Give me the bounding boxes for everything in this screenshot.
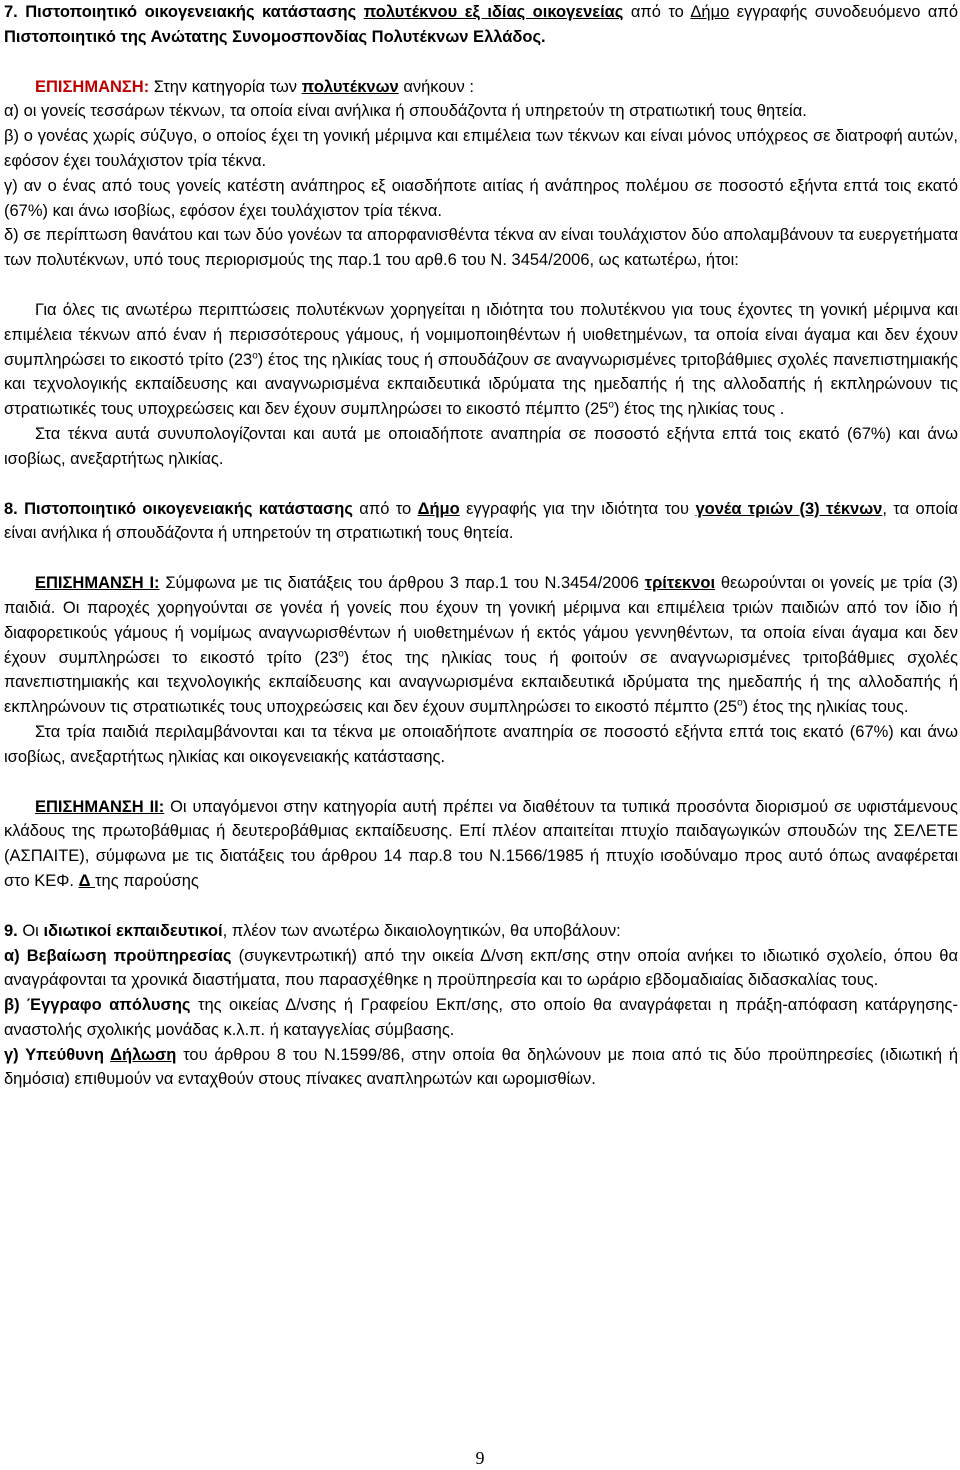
note-3-label: ΕΠΙΣΗΜΑΝΣΗ ΙΙ: [35,797,165,816]
note-1-label: ΕΠΙΣΗΜΑΝΣΗ: [35,77,150,96]
section-7-text: από το [623,3,691,21]
section-7-title: Πιστοποιητικό οικογενειακής κατάστασης [25,3,364,21]
section-8-number: 8. [4,499,25,518]
superscript: ο [608,399,614,411]
all-cases-paragraph [4,298,958,472]
section-8-text-3: , τα οποία είναι ανήλικα ή σπουδάζοντα ή υπηρετούν τη στρατιωτική τους θητεία. [4,499,958,543]
note-2-triteknoi: τρίτεκνοι [644,574,716,593]
all-cases-disability: Στα τέκνα αυτά συνυπολογίζονται και αυτά με οποιαδήποτε αναπηρία σε ποσοστό εξήντα επτά τοις εκατό (67%) και άνω ισοβίως, ανεξαρτήτως ηλικίας. [4,424,958,468]
section-8-three-children: γονέα τριών (3) τέκνων [695,499,883,518]
note-2-text-4: ) έτος της ηλικίας τους. [742,698,909,717]
note-1-text: Στην κατηγορία των [149,77,302,96]
section-8-title: Πιστοποιητικό οικογενειακής κατάστασης [24,499,353,518]
section-8-text: από το [352,499,418,518]
section-8-text-2: εγγραφής για την ιδιότητα του [459,499,696,518]
page-number: 9 [475,1448,485,1468]
spacer [4,770,958,795]
note-polyteknoi [4,75,958,273]
note-2-text: Σύμφωνα με τις διατάξεις του άρθρου 3 παρ.1 του Ν.3454/2006 [159,574,645,593]
all-cases-text-1: Για όλες τις ανωτέρω περιπτώσεις πολυτέκνων χορηγείται η ιδιότητα του πολυτέκνου για τους έχοντες τη γονική μέριμνα και επιμέλεια τέκνων από έναν ή περισσότερους γάμους, ή νομιμοποιηθέντων ή υιοθετημένων, τα οποία είναι άγαμα και δεν έχουν συμπληρώσει το εικοστό τρίτο (23 [4,300,958,369]
note-3-text: Οι υπαγόμενοι στην κατηγορία αυτή πρέπει να διαθέτουν τα τυπικά προσόντα διορισμού σε υφιστάμενους κλάδους της πρωτοβάθμιας ή δευτεροβάθμιας εκπαίδευσης. Επί πλέον απαιτείται πτυχίο παιδαγωγικών σπουδών της ΣΕΛΕΤΕ (ΑΣΠΑΙΤΕ), σύμφωνα με τις διατάξεις του άρθρου 14 παρ.8 του Ν.1566/1985 ή πτυχίο ισοδύναμο προς αυτό όπως αναφέρεται στο ΚΕΦ. [4,797,958,890]
section-9-c-label-2: Δήλωση [110,1045,177,1064]
note-2-label: ΕΠΙΣΗΜΑΝΣΗ Ι: [35,574,160,593]
note-2-text-2: θεωρούνται οι γονείς με τρία (3) παιδιά. Οι παροχές χορηγούνται σε γονέα ή γονείς που έχουν τη γονική μέριμνα και επιμέλεια τριών παιδιών από τον ίδιο ή διαφορετικούς γάμους ή νομίμως αναγνωρισθέντων ή υιοθετημένων ή εκτός γάμου γεννηθέντων, τα οποία είναι άγαμα και δεν έχουν συμπληρώσει το εικοστό τρίτο (23 [4,574,959,667]
section-9-a-text: (συγκεντρωτική) από την οικεία Δ/νση εκπ/σης στην οποία ανήκει το ιδιωτικό σχολείο, όπου θα αναγράφονται τα χρονικά διαστήματα, που παρασχέθηκε η προϋπηρεσία και το ωράριο εβδομαδιαίας διδασκαλίας τους. [4,946,958,990]
note-1-text-2: ανήκουν : [398,77,474,96]
all-cases-text-3: ) έτος της ηλικίας τους . [613,400,785,419]
note-1-item-d: δ) σε περίπτωση θανάτου και των δύο γονέων τα απορφανισθέντα τέκνα αν είναι τουλάχιστον δύο απολαμβάνουν τα ευεργετήματα των πολυτέκνων, υπό τους περιορισμούς της παρ.1 του αρθ.6 του Ν. 3454/2006, ως κατωτέρω, ήτοι: [4,226,958,270]
spacer [4,273,958,298]
section-9-c-label: γ) Υπεύθυνη [4,1045,111,1064]
spacer [4,50,958,75]
section-9-a-label: α) Βεβαίωση προϋπηρεσίας [4,946,232,965]
note-2-text-3: ) έτος της ηλικίας τους ή φοιτούν σε αναγνωρισμένες τριτοβάθμιες σχολές πανεπιστημιακής και τεχνολογικής εκπαίδευσης και αναγνωρισμένα εκπαιδευτικά ιδρύματα της ημεδαπής ή της αλλοδαπής ή εκπληρώνουν τις στρατιωτικές τους υποχρεώσεις και δεν έχουν συμπληρώσει το εικοστό πέμπτο (25 [4,648,958,717]
section-9-b-text: της οικείας Δ/νσης ή Γραφείου Εκπ/σης, στο οποίο θα αναγράφεται η πράξη-απόφαση κατάργησης-αναστολής σχολικής μονάδας κ.λ.π. ή καταγγελίας σύμβασης. [4,996,958,1039]
section-9-text: Οι [17,921,44,940]
spacer [4,894,958,919]
spacer [4,472,958,497]
section-7-text-2: εγγραφής συνοδευόμενο από [729,3,958,21]
note-3-text-2: της παρούσης [95,871,199,890]
all-cases-text-2: ) έτος της ηλικίας τους ή σπουδάζουν σε αναγνωρισμένες τριτοβάθμιες σχολές πανεπιστημιακής και τεχνολογικής εκπαίδευσης και αναγνωρισμένα εκπαιδευτικά ιδρύματα της ημεδαπής ή της αλλοδαπής ή εκπληρώνουν τις στρατιωτικές τους υποχρεώσεις και δεν έχουν συμπληρώσει το εικοστό πέμπτο (25 [4,350,958,419]
superscript: ο [338,648,344,660]
section-9-c-text: του άρθρου 8 του Ν.1599/86, στην οποία θα δηλώνουν με ποια από τις δύο προϋπηρεσίες (ιδιωτική ή δημόσια) επιθυμούν να ενταχθούν στους πίνακες αναπληρωτών και ωρομισθίων. [4,1045,958,1089]
document-page [4,0,958,1092]
note-3-kef-d: Δ [78,871,96,890]
section-9-private-teachers: ιδιωτικοί εκπαιδευτικοί [43,921,223,940]
note-ii [4,795,958,894]
note-1-polyteknon: πολυτέκνων [301,77,399,96]
section-7-number: 7. [4,3,26,21]
section-7-polyteknos: πολυτέκνου εξ ιδίας οικογενείας [363,3,624,21]
section-7-dimo: Δήμο [690,3,730,21]
section-7-certificate: Πιστοποιητικό της Ανώτατης Συνομοσπονδίας Πολυτέκνων Ελλάδος. [4,27,546,46]
superscript: ο [737,697,743,709]
section-9 [4,919,958,1093]
section-8-dimo: Δήμο [417,499,460,518]
section-8 [4,497,958,547]
note-1-item-g: γ) αν ο ένας από τους γονείς κατέστη ανάπηρος εξ οιασδήποτε αιτίας ή ανάπηρος πολέμου σε ποσοστό εξήντα επτά τοις εκατό (67%) και άνω ισοβίως, εφόσον έχει τουλάχιστον τρία τέκνα. [4,176,958,220]
spacer [4,546,958,571]
note-triteknoi [4,571,958,769]
section-7 [4,0,958,50]
note-1-item-b: β) ο γονέας χωρίς σύζυγο, ο οποίος έχει τη γονική μέριμνα και επιμέλεια των τέκνων και είναι μόνος υπόχρεος σε διατροφή αυτών, εφόσον έχει τουλάχιστον τρία τέκνα. [4,127,958,170]
section-9-b-label: β) Έγγραφο απόλυσης [4,996,191,1015]
superscript: ο [252,350,258,362]
section-9-number: 9. [4,921,18,940]
note-1-item-a: α) οι γονείς τεσσάρων τέκνων, τα οποία είναι ανήλικα ή σπουδάζοντα ή υπηρετούν τη στρατιωτική τους θητεία. [4,102,807,121]
section-9-text-2: , πλέον των ανωτέρω δικαιολογητικών, θα υποβάλουν: [222,921,621,940]
note-2-disability: Στα τρία παιδιά περιλαμβάνονται και τα τέκνα με οποιαδήποτε αναπηρία σε ποσοστό εξήντα επτά τοις εκατό (67%) και άνω ισοβίως, ανεξαρτήτως ηλικίας και οικογενειακής κατάστασης. [4,722,958,766]
